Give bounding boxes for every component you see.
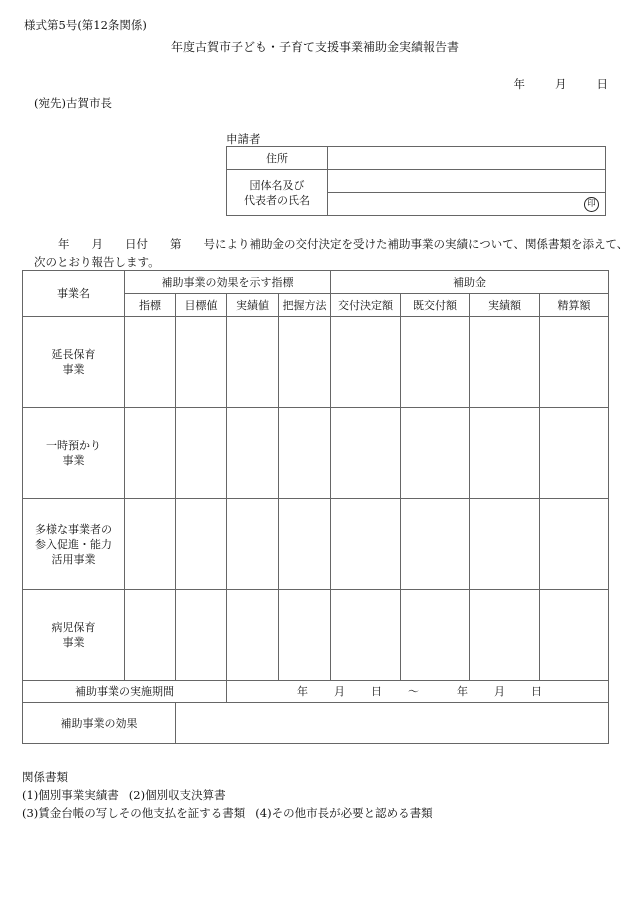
implementation-period-field[interactable]: 年 月 日 ～ 年 月 日 (227, 681, 609, 703)
subsidy-group-header: 補助金 (331, 271, 609, 294)
target-value-col-header: 目標値 (176, 294, 227, 317)
actual-amount-cell[interactable] (470, 317, 540, 408)
target-value-cell[interactable] (176, 317, 227, 408)
representative-name-field[interactable] (328, 193, 606, 216)
business-name-header: 事業名 (23, 271, 125, 317)
date-day: 日 (596, 77, 608, 91)
report-statement-line1 (24, 236, 628, 252)
already-granted-cell[interactable] (401, 590, 470, 681)
achievement-table (22, 270, 609, 744)
report-day-ref: 日付 (125, 237, 148, 251)
header-row-1 (23, 271, 609, 294)
effect-label: 補助事業の効果 (23, 703, 176, 744)
table-row (23, 317, 609, 408)
implementation-period-row (23, 681, 609, 703)
target-value-cell[interactable] (176, 590, 227, 681)
settlement-amount-cell[interactable] (540, 590, 609, 681)
date-month: 月 (555, 77, 567, 91)
decided-amount-cell[interactable] (331, 408, 401, 499)
measurement-method-cell[interactable] (279, 317, 331, 408)
addressee: (宛先)古賀市長 (34, 96, 112, 110)
organization-name-field[interactable] (328, 170, 606, 193)
table-row (23, 499, 609, 590)
applicant-table (226, 146, 606, 216)
measurement-method-cell[interactable] (279, 590, 331, 681)
seal-mark: 印 (584, 197, 599, 212)
target-value-cell[interactable] (176, 499, 227, 590)
decided-amount-cell[interactable] (331, 317, 401, 408)
report-statement-line2: 次のとおり報告します。 (34, 255, 160, 269)
related-docs-title: 関係書類 (22, 770, 68, 784)
report-month: 月 (91, 237, 103, 251)
measurement-method-cell[interactable] (279, 408, 331, 499)
report-year: 年 (58, 237, 70, 251)
actual-value-col-header: 実績値 (227, 294, 279, 317)
settlement-amount-cell[interactable] (540, 408, 609, 499)
report-date (514, 76, 609, 92)
actual-value-cell[interactable] (227, 590, 279, 681)
indicator-cell[interactable] (125, 408, 176, 499)
business-name-cell: 一時預かり 事業 (23, 408, 125, 499)
table-row (23, 590, 609, 681)
applicant-label: 申請者 (226, 132, 261, 146)
actual-value-cell[interactable] (227, 408, 279, 499)
settlement-amount-cell[interactable] (540, 317, 609, 408)
related-doc-item: (3)賃金台帳の写しその他支払を証する書類 (22, 806, 246, 820)
related-docs-line1 (22, 787, 226, 803)
already-granted-col-header: 既交付額 (401, 294, 470, 317)
actual-value-cell[interactable] (227, 317, 279, 408)
already-granted-cell[interactable] (401, 408, 470, 499)
indicator-cell[interactable] (125, 590, 176, 681)
indicator-col-header: 指標 (125, 294, 176, 317)
indicator-cell[interactable] (125, 499, 176, 590)
actual-amount-cell[interactable] (470, 590, 540, 681)
target-value-cell[interactable] (176, 408, 227, 499)
date-year: 年 (513, 77, 525, 91)
applicant-address-row (227, 147, 606, 170)
already-granted-cell[interactable] (401, 499, 470, 590)
effect-field[interactable] (176, 703, 609, 744)
related-doc-item: (1)個別事業実績書 (22, 788, 119, 802)
decided-amount-cell[interactable] (331, 499, 401, 590)
form-number: 様式第5号(第12条関係) (24, 18, 147, 32)
measurement-method-cell[interactable] (279, 499, 331, 590)
address-label: 住所 (227, 147, 328, 170)
business-name-cell: 病児保育 事業 (23, 590, 125, 681)
measurement-method-col-header: 把握方法 (279, 294, 331, 317)
business-name-cell: 多様な事業者の 参入促進・能力 活用事業 (23, 499, 125, 590)
address-field[interactable] (328, 147, 606, 170)
actual-value-cell[interactable] (227, 499, 279, 590)
applicant-name-row (227, 170, 606, 193)
actual-amount-cell[interactable] (470, 499, 540, 590)
related-doc-item: (4)その他市長が必要と認める書類 (255, 806, 433, 820)
actual-amount-cell[interactable] (470, 408, 540, 499)
table-row (23, 408, 609, 499)
already-granted-cell[interactable] (401, 317, 470, 408)
indicator-group-header: 補助事業の効果を示す指標 (125, 271, 331, 294)
report-rest: 号により補助金の交付決定を受けた補助事業の実績について、関係書類を添えて、 (203, 237, 629, 251)
report-number-ref: 第 (170, 237, 182, 251)
indicator-cell[interactable] (125, 317, 176, 408)
business-name-cell: 延長保育 事業 (23, 317, 125, 408)
document-title: 年度古賀市子ども・子育て支援事業補助金実績報告書 (170, 40, 459, 54)
settlement-amount-cell[interactable] (540, 499, 609, 590)
related-doc-item: (2)個別収支決算書 (128, 788, 226, 802)
representative-name-label: 団体名及び 代表者の氏名 (227, 170, 328, 216)
decided-amount-cell[interactable] (331, 590, 401, 681)
effect-row (23, 703, 609, 744)
settlement-amount-col-header: 精算額 (540, 294, 609, 317)
related-docs-line2 (22, 805, 433, 821)
decided-amount-col-header: 交付決定額 (331, 294, 401, 317)
actual-amount-col-header: 実績額 (470, 294, 540, 317)
implementation-period-label: 補助事業の実施期間 (23, 681, 227, 703)
